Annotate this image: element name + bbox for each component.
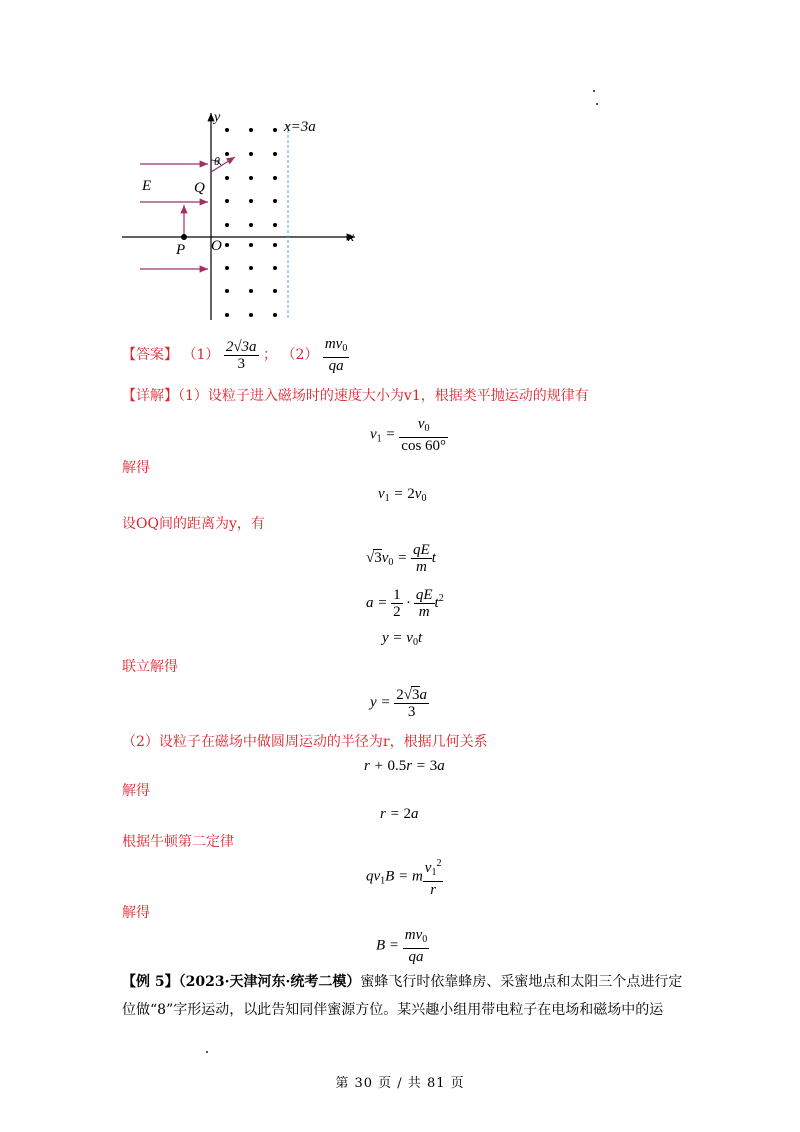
physics-figure bbox=[110, 105, 370, 335]
equation-y-v0t: $y = v_0t$ bbox=[382, 630, 423, 648]
detail-newton: 根据牛顿第二定律 bbox=[122, 834, 234, 850]
example-line-1 bbox=[122, 968, 682, 996]
example-text-1: 蜜蜂飞行时依靠蜂房、采蜜地点和太阳三个点进行定 bbox=[360, 974, 683, 990]
label-p: P bbox=[176, 242, 186, 258]
example-5 bbox=[122, 968, 682, 1024]
label-o: O bbox=[211, 238, 222, 254]
stray-mark bbox=[593, 90, 595, 92]
answer-line bbox=[122, 336, 349, 374]
detail-intro bbox=[122, 386, 589, 406]
equation-sqrt3-v0: $√3v_0$ = $\frac{qE}{m}$ t bbox=[366, 542, 436, 575]
detail-tag: 【详解】 bbox=[122, 388, 178, 404]
equation-b-result: B = $\frac{mv_0}{qa}$ bbox=[376, 927, 428, 965]
equation-v1-cos: $v_1$ = $\frac{v_0}{\cos 60^\circ}$ bbox=[370, 416, 447, 454]
detail-solve-1: 解得 bbox=[122, 460, 150, 476]
example-line-2: 位做“8”字形运动，以此告知同伴蜜源方位。某兴趣小组用带电粒子在电场和磁场中的运 bbox=[122, 1002, 664, 1018]
detail-intro-text: （1）设粒子进入磁场时的速度大小为v1，根据类平抛运动的规律有 bbox=[178, 388, 589, 404]
detail-combine: 联立解得 bbox=[122, 659, 178, 675]
stray-mark bbox=[596, 103, 598, 105]
answer-2-denominator: qa bbox=[323, 357, 350, 374]
label-e: E bbox=[142, 178, 152, 194]
label-theta: θ bbox=[214, 154, 220, 168]
answer-2-numerator: $mv_0$ bbox=[324, 336, 348, 354]
detail-solve-3: 解得 bbox=[122, 905, 150, 921]
answer-tag: 【答案】 bbox=[122, 347, 178, 363]
magnetic-field-dots bbox=[225, 128, 277, 317]
answer-1-denominator: 3 bbox=[224, 355, 259, 372]
label-x: x bbox=[348, 230, 355, 245]
answer-part1: （1） bbox=[182, 347, 220, 363]
answer-separator: ； bbox=[263, 347, 278, 363]
label-y: y bbox=[214, 110, 221, 125]
label-q: Q bbox=[194, 180, 205, 196]
equation-a: a = $\frac{1}{2}$ · $\frac{qE}{m}$ $t^2$ bbox=[366, 587, 444, 620]
equation-v1-2v0: $v_1 = 2v_0$ bbox=[378, 486, 427, 504]
detail-part2: （2）设粒子在磁场中做圆周运动的半径为r，根据几何关系 bbox=[122, 734, 488, 750]
label-x3a: x=3a bbox=[284, 119, 316, 135]
equation-newton: $qv_1B = m$ $\frac{v_1^2}{r}$ bbox=[366, 858, 442, 898]
example-tag: 【例 5】 bbox=[122, 974, 179, 990]
answer-1-numerator: 2√3a bbox=[225, 338, 257, 355]
example-source: （2023·天津河东·统考二模） bbox=[178, 974, 361, 990]
equation-r-2a: r = 2a bbox=[380, 806, 419, 822]
stray-mark bbox=[206, 1051, 208, 1053]
answer-2-fraction bbox=[323, 336, 350, 374]
point-p bbox=[181, 234, 187, 240]
detail-solve-2: 解得 bbox=[122, 783, 150, 799]
answer-part2: （2） bbox=[281, 347, 319, 363]
answer-1-fraction bbox=[224, 339, 259, 372]
equation-y-result: y = $\frac{2√3a}{3}$ bbox=[370, 687, 428, 720]
equation-radius-geometry: r + 0.5r = 3a bbox=[364, 758, 445, 774]
page-footer: 第 30 页 / 共 81 页 bbox=[335, 1076, 465, 1091]
detail-let-oq: 设OQ间的距离为y，有 bbox=[122, 516, 265, 532]
